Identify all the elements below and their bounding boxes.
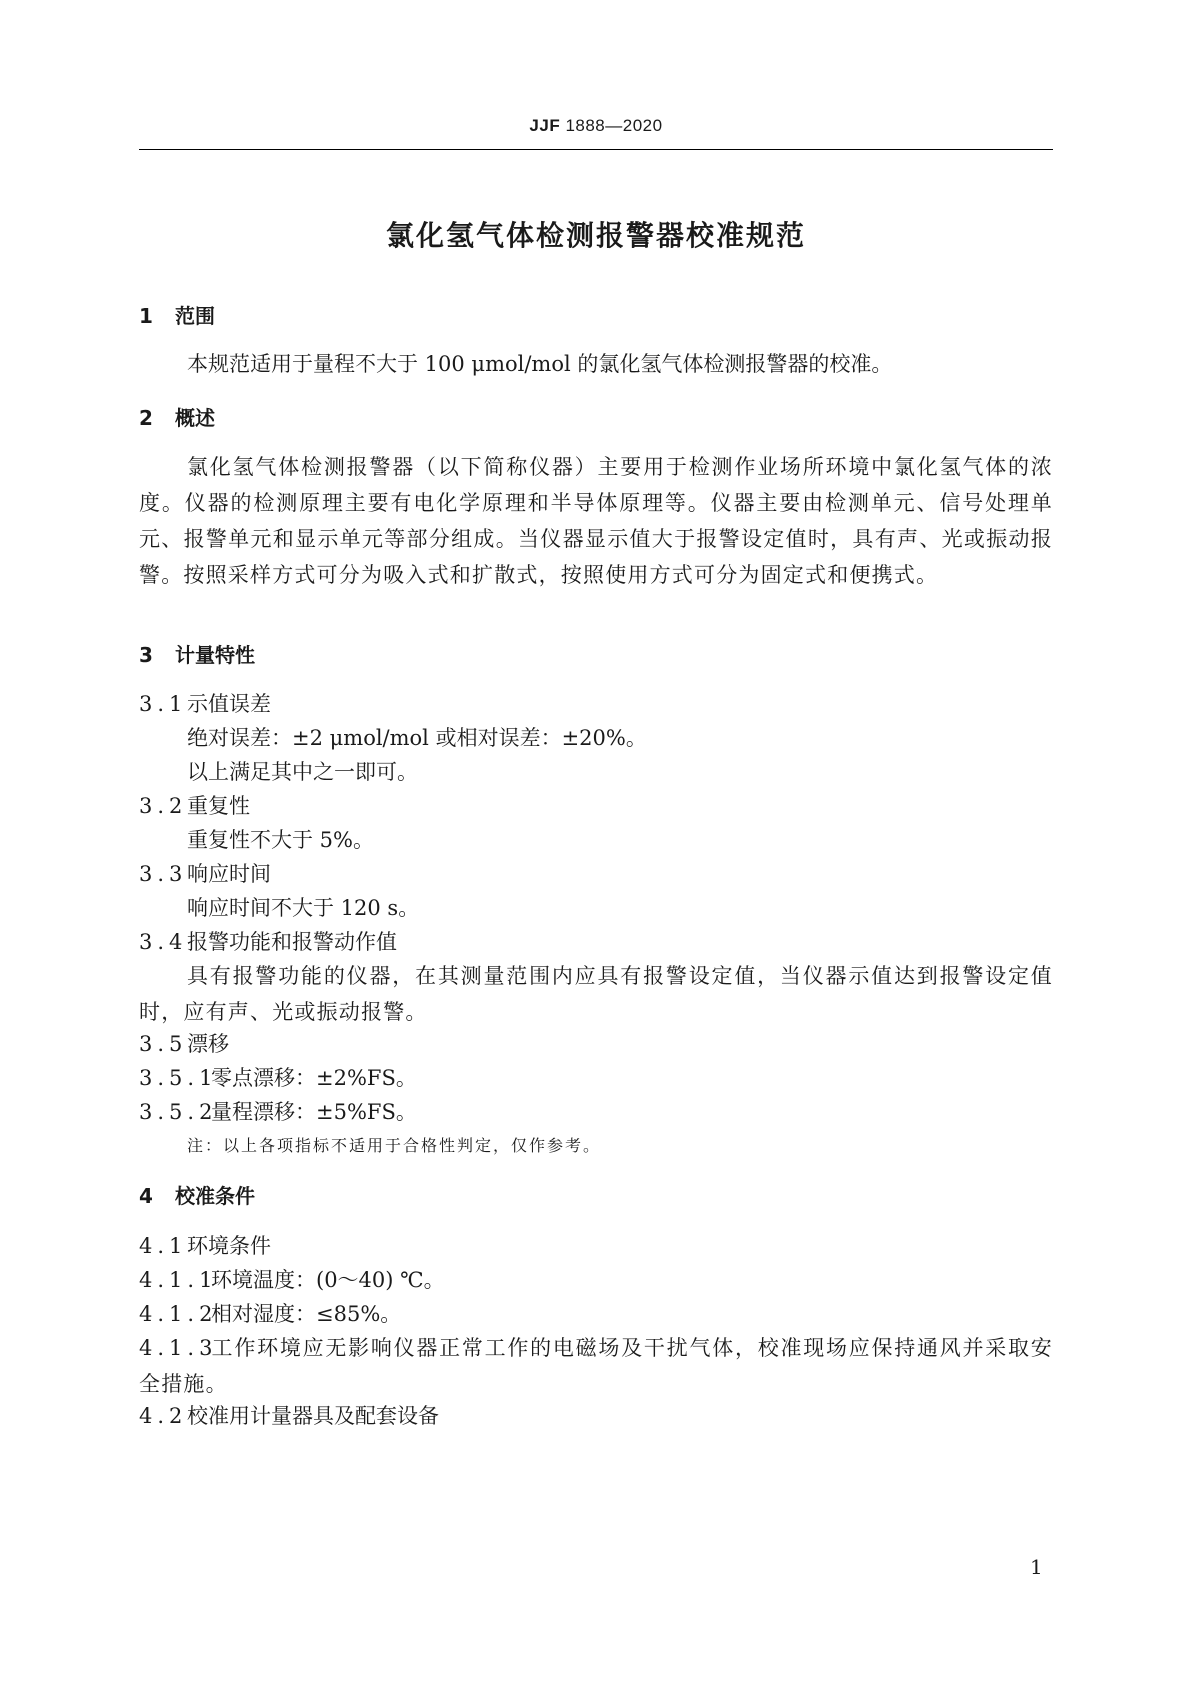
page-number: 1 <box>1030 1555 1043 1579</box>
subsection-title: 漂移 <box>187 1032 229 1056</box>
subsection-text: 零点漂移：±2%FS。 <box>211 1066 417 1090</box>
section-title: 校准条件 <box>175 1184 255 1208</box>
subsection-text: 工作环境应无影响仪器正常工作的电磁场及干扰气体，校准现场应保持通风并采取安全措施。 <box>139 1336 1053 1396</box>
header-rule <box>139 149 1053 150</box>
subsection-title: 重复性 <box>187 794 250 818</box>
subsection-number: 3.2 <box>139 794 188 818</box>
subsection-number: 4.1 <box>139 1234 188 1258</box>
subsection-text: 量程漂移：±5%FS。 <box>211 1100 417 1124</box>
subsection-4-1-3 <box>139 1330 1053 1402</box>
section-1-heading <box>139 298 215 334</box>
section-number: 1 <box>139 304 153 328</box>
subsection-4-2-heading <box>139 1398 439 1434</box>
subsection-3-1-line-1: 绝对误差：±2 μmol/mol 或相对误差：±20%。 <box>187 726 647 750</box>
subsection-title: 响应时间 <box>187 862 271 886</box>
subsection-number: 4.1.2 <box>139 1302 218 1326</box>
subsection-number: 4.2 <box>139 1404 188 1428</box>
standard-code-number: 1888—2020 <box>565 116 663 135</box>
subsection-number: 3.3 <box>139 862 188 886</box>
subsection-text: 环境温度：(0～40) ℃。 <box>211 1268 445 1292</box>
section-3-heading <box>139 637 255 673</box>
subsection-number: 3.5.2 <box>139 1100 218 1124</box>
section-4-heading <box>139 1178 255 1214</box>
note: 注：以上各项指标不适用于合格性判定，仅作参考。 <box>187 1136 602 1155</box>
section-title: 概述 <box>175 406 215 430</box>
subsection-text: 相对湿度：≤85%。 <box>211 1302 402 1326</box>
subsection-3-4-heading <box>139 924 397 960</box>
section-title: 计量特性 <box>175 643 255 667</box>
section-2-body: 氯化氢气体检测报警器（以下简称仪器）主要用于检测作业场所环境中氯化氢气体的浓度。仪器的检测原理主要有电化学原理和半导体原理等。仪器主要由检测单元、信号处理单元、报警单元和显示单元等部分组成。当仪器显示值大于报警设定值时，具有声、光或振动报警。按照采样方式可分为吸入式和扩散式，按照使用方式可分为固定式和便携式。 <box>139 455 1053 587</box>
section-number: 3 <box>139 643 153 667</box>
section-2-heading <box>139 400 215 436</box>
subsection-title: 报警功能和报警动作值 <box>187 930 397 954</box>
subsection-title: 示值误差 <box>187 692 271 716</box>
subsection-title: 环境条件 <box>187 1234 271 1258</box>
subsection-3-2-line-1: 重复性不大于 5%。 <box>187 828 374 852</box>
document-title: 氯化氢气体检测报警器校准规范 <box>385 219 806 252</box>
page-header <box>139 116 1053 136</box>
subsection-number: 3.5 <box>139 1032 188 1056</box>
subsection-number: 4.1.3 <box>139 1336 218 1360</box>
subsection-4-1-heading <box>139 1228 271 1264</box>
subsection-number: 3.4 <box>139 930 188 954</box>
subsection-number: 3.5.1 <box>139 1066 218 1090</box>
subsection-3-5-heading <box>139 1026 229 1062</box>
subsection-4-1-2 <box>139 1296 401 1332</box>
section-1-body: 本规范适用于量程不大于 100 μmol/mol 的氯化氢气体检测报警器的校准。 <box>187 352 893 376</box>
subsection-3-5-2 <box>139 1094 417 1130</box>
subsection-3-3-line-1: 响应时间不大于 120 s。 <box>187 896 420 920</box>
subsection-3-3-heading <box>139 856 271 892</box>
subsection-number: 4.1.1 <box>139 1268 218 1292</box>
subsection-3-4-body: 具有报警功能的仪器，在其测量范围内应具有报警设定值，当仪器示值达到报警设定值时，应有声、光或振动报警。 <box>139 964 1053 1024</box>
subsection-3-1-heading <box>139 686 271 722</box>
section-title: 范围 <box>175 304 215 328</box>
subsection-4-1-1 <box>139 1262 445 1298</box>
section-number: 2 <box>139 406 153 430</box>
subsection-number: 3.1 <box>139 692 188 716</box>
subsection-3-1-line-2: 以上满足其中之一即可。 <box>187 760 418 784</box>
section-number: 4 <box>139 1184 153 1208</box>
subsection-3-2-heading <box>139 788 250 824</box>
subsection-title: 校准用计量器具及配套设备 <box>187 1404 439 1428</box>
standard-code-prefix: JJF <box>529 116 561 135</box>
subsection-3-5-1 <box>139 1060 417 1096</box>
